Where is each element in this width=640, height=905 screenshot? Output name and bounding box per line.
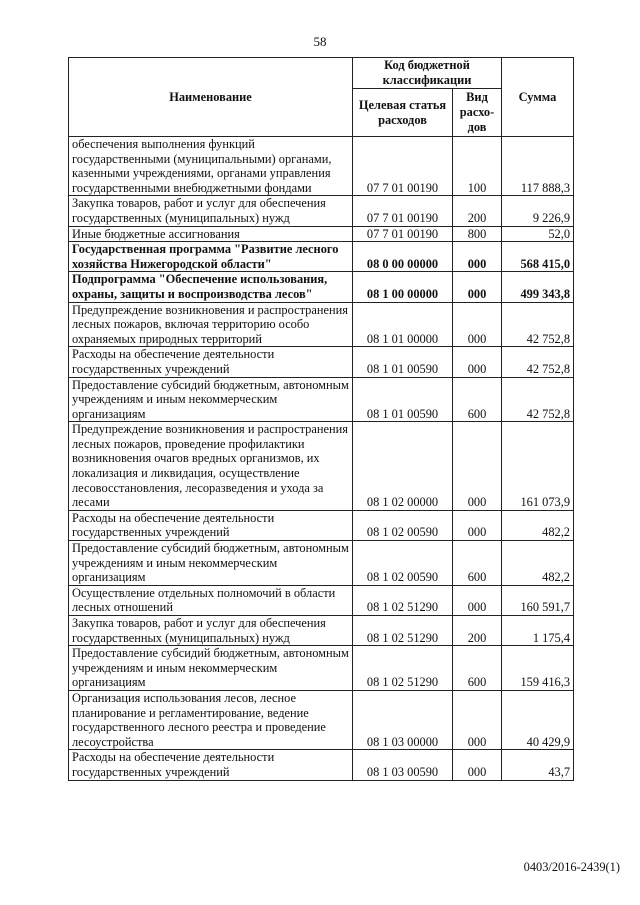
- table-row: [69, 272, 574, 302]
- table-row: [69, 750, 574, 780]
- cell-target-article: 08 1 02 51290: [353, 585, 453, 615]
- table-row: [69, 302, 574, 347]
- table-row: [69, 377, 574, 422]
- cell-target-article: 08 1 03 00000: [353, 690, 453, 749]
- cell-target-article: 08 1 02 00590: [353, 541, 453, 586]
- cell-name: Расходы на обеспечение деятельности государственных учреждений: [69, 510, 353, 540]
- cell-expense-type: 800: [453, 226, 502, 242]
- cell-expense-type: 000: [453, 750, 502, 780]
- column-header-kbk: Код бюджетной классификации: [353, 58, 502, 89]
- cell-name: Закупка товаров, работ и услуг для обеспечения государственных (муниципальных) нужд: [69, 616, 353, 646]
- cell-sum: 42 752,8: [502, 302, 574, 347]
- cell-sum: 499 343,8: [502, 272, 574, 302]
- cell-name: Предоставление субсидий бюджетным, автономным учреждениям и иным некоммерческим организациям: [69, 377, 353, 422]
- cell-sum: 568 415,0: [502, 242, 574, 272]
- cell-sum: 482,2: [502, 541, 574, 586]
- document-code: 0403/2016-2439(1): [523, 860, 620, 874]
- cell-sum: 42 752,8: [502, 377, 574, 422]
- cell-target-article: 08 1 01 00590: [353, 347, 453, 377]
- cell-name: Расходы на обеспечение деятельности государственных учреждений: [69, 347, 353, 377]
- cell-name: обеспечения выполнения функций государственными (муниципальными) органами, казенными учреждениями, органами управления государственными внебюджетными фондами: [69, 137, 353, 196]
- cell-expense-type: 200: [453, 196, 502, 226]
- cell-name: Предоставление субсидий бюджетным, автономным учреждениям и иным некоммерческим организациям: [69, 541, 353, 586]
- cell-target-article: 08 1 02 51290: [353, 646, 453, 691]
- cell-target-article: 07 7 01 00190: [353, 196, 453, 226]
- budget-table: [68, 57, 574, 781]
- cell-sum: 9 226,9: [502, 196, 574, 226]
- cell-sum: 161 073,9: [502, 422, 574, 511]
- cell-name: Предоставление субсидий бюджетным, автономным учреждениям и иным некоммерческим организациям: [69, 646, 353, 691]
- cell-target-article: 08 1 01 00000: [353, 302, 453, 347]
- cell-expense-type: 100: [453, 137, 502, 196]
- cell-expense-type: 000: [453, 585, 502, 615]
- cell-target-article: 07 7 01 00190: [353, 137, 453, 196]
- cell-expense-type: 000: [453, 690, 502, 749]
- cell-expense-type: 600: [453, 541, 502, 586]
- cell-target-article: 08 1 02 00590: [353, 510, 453, 540]
- table-row: [69, 510, 574, 540]
- column-header-name: Наименование: [69, 58, 353, 137]
- cell-sum: 42 752,8: [502, 347, 574, 377]
- cell-target-article: 08 1 00 00000: [353, 272, 453, 302]
- table-row: [69, 585, 574, 615]
- cell-target-article: 08 1 02 51290: [353, 616, 453, 646]
- cell-expense-type: 600: [453, 646, 502, 691]
- cell-expense-type: 000: [453, 302, 502, 347]
- column-header-type: Вид расхо-дов: [453, 89, 502, 137]
- cell-name: Организация использования лесов, лесное планирование и регламентирование, ведение государственного лесного реестра и проведение лесоустройства: [69, 690, 353, 749]
- cell-expense-type: 000: [453, 347, 502, 377]
- cell-expense-type: 000: [453, 422, 502, 511]
- cell-name: Предупреждение возникновения и распространения лесных пожаров, проведение профилактики возникновения очагов вредных организмов, их локализация и ликвидация, осуществление лесовосстановления, лесоразведения и ухода за лесами: [69, 422, 353, 511]
- cell-sum: 43,7: [502, 750, 574, 780]
- cell-sum: 117 888,3: [502, 137, 574, 196]
- cell-name: Закупка товаров, работ и услуг для обеспечения государственных (муниципальных) нужд: [69, 196, 353, 226]
- cell-expense-type: 200: [453, 616, 502, 646]
- table-body: [69, 137, 574, 781]
- table-row: [69, 347, 574, 377]
- cell-target-article: 08 1 03 00590: [353, 750, 453, 780]
- cell-sum: 40 429,9: [502, 690, 574, 749]
- table-row: [69, 226, 574, 242]
- cell-target-article: 07 7 01 00190: [353, 226, 453, 242]
- table-row: [69, 196, 574, 226]
- cell-target-article: 08 1 01 00590: [353, 377, 453, 422]
- table-row: [69, 646, 574, 691]
- column-header-sum: Сумма: [502, 58, 574, 137]
- cell-sum: 52,0: [502, 226, 574, 242]
- cell-target-article: 08 0 00 00000: [353, 242, 453, 272]
- cell-sum: 1 175,4: [502, 616, 574, 646]
- cell-target-article: 08 1 02 00000: [353, 422, 453, 511]
- cell-expense-type: 000: [453, 510, 502, 540]
- cell-sum: 159 416,3: [502, 646, 574, 691]
- cell-name: Подпрограмма "Обеспечение использования, охраны, защиты и воспроизводства лесов": [69, 272, 353, 302]
- cell-sum: 482,2: [502, 510, 574, 540]
- cell-expense-type: 000: [453, 272, 502, 302]
- table-row: [69, 242, 574, 272]
- page-number: 58: [313, 34, 327, 49]
- table-header: [69, 58, 574, 137]
- cell-name: Иные бюджетные ассигнования: [69, 226, 353, 242]
- column-header-target: Целевая статья расходов: [353, 89, 453, 137]
- table-row: [69, 616, 574, 646]
- table-row: [69, 422, 574, 511]
- cell-expense-type: 600: [453, 377, 502, 422]
- cell-name: Осуществление отдельных полномочий в области лесных отношений: [69, 585, 353, 615]
- cell-name: Расходы на обеспечение деятельности государственных учреждений: [69, 750, 353, 780]
- table-row: [69, 137, 574, 196]
- cell-expense-type: 000: [453, 242, 502, 272]
- cell-name: Предупреждение возникновения и распространения лесных пожаров, включая территорию особо охраняемых природных территорий: [69, 302, 353, 347]
- table-row: [69, 541, 574, 586]
- cell-sum: 160 591,7: [502, 585, 574, 615]
- table-row: [69, 690, 574, 749]
- cell-name: Государственная программа "Развитие лесного хозяйства Нижегородской области": [69, 242, 353, 272]
